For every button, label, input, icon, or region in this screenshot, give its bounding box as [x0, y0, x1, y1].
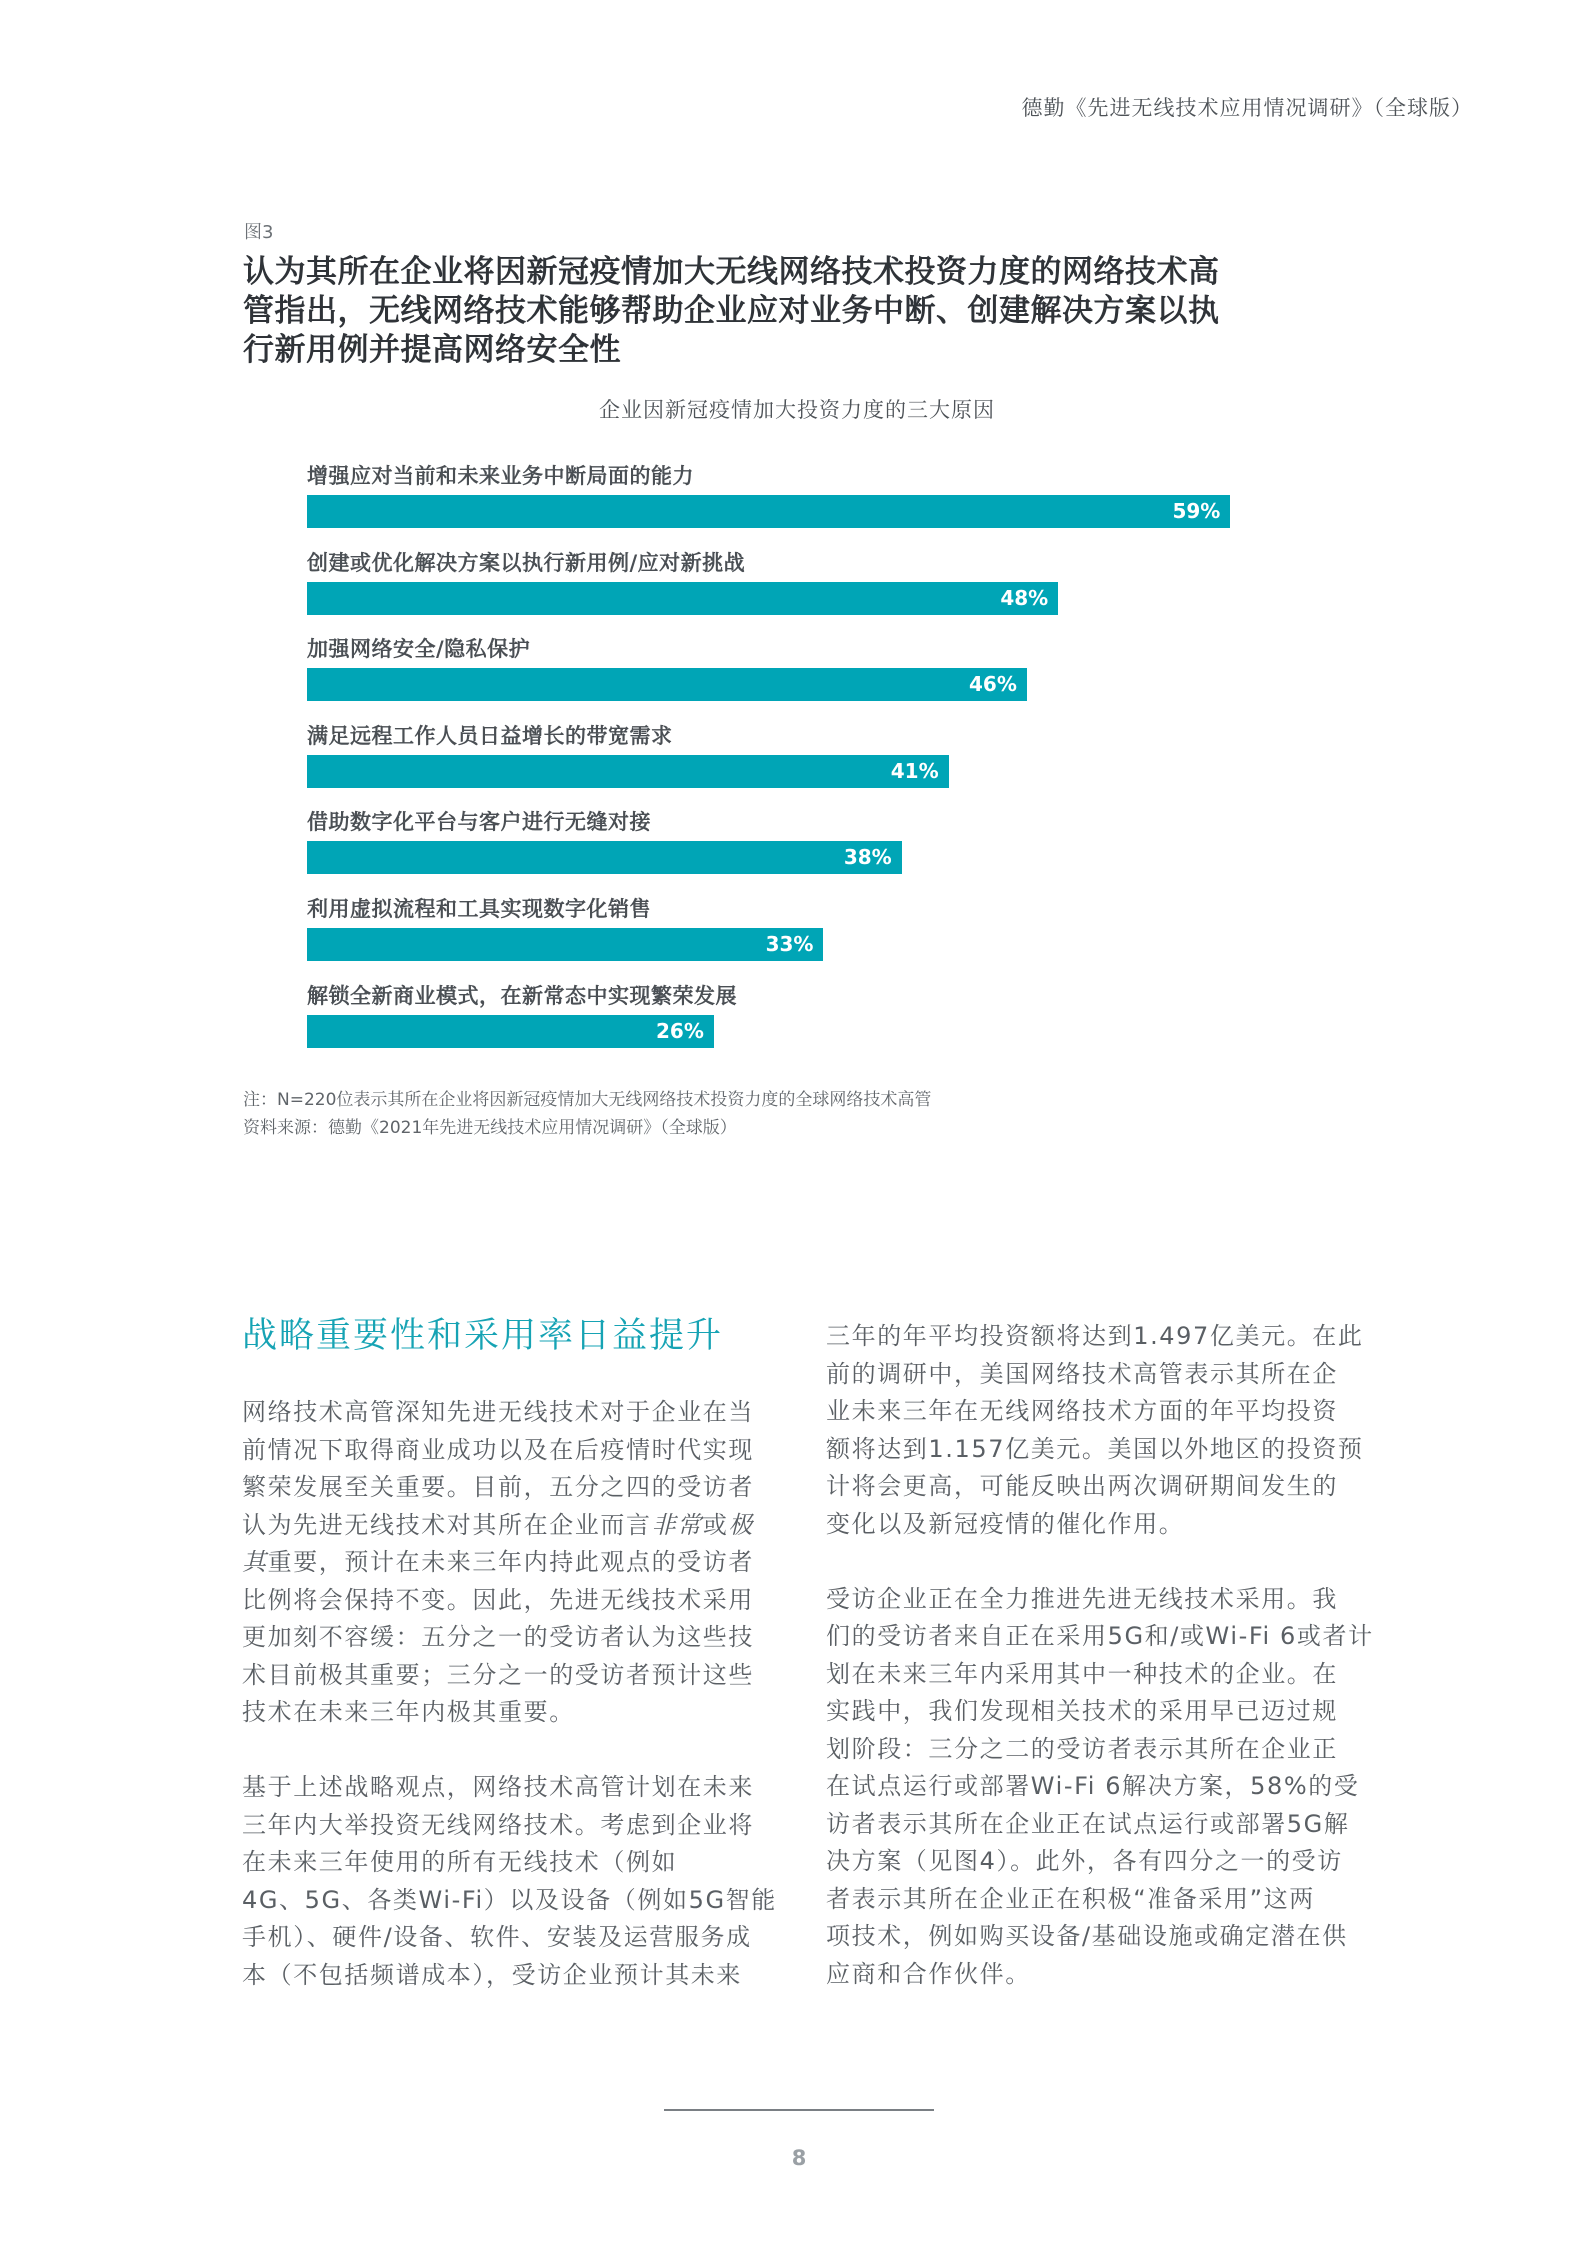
text-line: 业未来三年在无线网络技术方面的年平均投资 — [826, 1397, 1338, 1425]
category-label: 满足远程工作人员日益增长的带宽需求 — [307, 723, 673, 748]
text-line — [242, 1544, 782, 1582]
category-label: 加强网络安全/隐私保护 — [307, 637, 531, 662]
text-line: 实践中，我们发现相关技术的采用早已迈过规 — [826, 1697, 1338, 1725]
body-column-left — [242, 1394, 782, 1994]
bar — [307, 582, 1058, 615]
text-line: 应商和合作伙伴。 — [826, 1959, 1031, 1988]
value-label: 59% — [1172, 499, 1221, 523]
figure-title — [243, 253, 1303, 370]
bar — [307, 928, 823, 961]
text-line: 额将达到1.157亿美元。美国以外地区的投资预 — [826, 1434, 1364, 1463]
bar — [307, 668, 1027, 701]
value-label: 33% — [765, 932, 814, 956]
text-segment: 或 — [702, 1510, 729, 1539]
chart-row — [307, 545, 1307, 625]
text-line: 项技术，例如购买设备/基础设施或确定潜在供 — [826, 1922, 1348, 1950]
text-line: 比例将会保持不变。因此，先进无线技术采用 — [242, 1585, 754, 1614]
text-segment: 重要，预计在未来三年内持此观点的受访者 — [267, 1548, 755, 1576]
text-line: 繁荣发展至关重要。目前，五分之四的受访者 — [242, 1473, 754, 1501]
text-line: 前情况下取得商业成功以及在后疫情时代实现 — [242, 1435, 754, 1464]
bar — [307, 755, 949, 788]
chart-row — [307, 458, 1307, 538]
text-line: 三年的年平均投资额将达到1.497亿美元。在此 — [826, 1322, 1364, 1350]
emphasis-text: 非常 — [651, 1510, 703, 1539]
page-number: 8 — [791, 2146, 807, 2170]
figure-label: 图3 — [244, 222, 274, 243]
text-line: 计将会更高，可能反映出两次调研期间发生的 — [826, 1472, 1338, 1500]
category-label: 借助数字化平台与客户进行无缝对接 — [307, 810, 651, 835]
value-label: 46% — [969, 672, 1017, 697]
category-label: 解锁全新商业模式，在新常态中实现繁荣发展 — [307, 983, 737, 1008]
figure-title-line: 管指出，无线网络技术能够帮助企业应对业务中断、创建解决方案以执 — [243, 293, 1220, 329]
running-header: 德勤《先进无线技术应用情况调研》（全球版） — [1021, 96, 1473, 120]
paragraph — [242, 1769, 782, 1994]
text-line: 本（不包括频谱成本），受访企业预计其未来 — [242, 1960, 742, 1989]
chart-row — [307, 718, 1307, 798]
bar — [307, 841, 902, 874]
bar — [307, 1015, 714, 1048]
category-label: 增强应对当前和未来业务中断局面的能力 — [307, 464, 694, 488]
text-line: 在未来三年使用的所有无线技术（例如 — [242, 1848, 678, 1876]
chart-title: 企业因新冠疫情加大投资力度的三大原因 — [599, 398, 995, 422]
chart-row — [307, 978, 1307, 1058]
paragraph — [826, 1318, 1366, 1543]
text-line: 基于上述战略观点，网络技术高管计划在未来 — [242, 1773, 754, 1801]
text-line: 访者表示其所在企业正在试点运行或部署5G解 — [826, 1809, 1350, 1838]
text-line: 4G、5G、各类Wi-Fi）以及设备（例如5G智能 — [242, 1885, 777, 1914]
text-line: 术目前极其重要；三分之一的受访者预计这些 — [242, 1660, 754, 1689]
text-line: 技术在未来三年内极其重要。 — [242, 1698, 575, 1726]
text-line: 划阶段：三分之二的受访者表示其所在企业正 — [826, 1734, 1338, 1763]
paragraph — [826, 1581, 1374, 1994]
bar — [307, 495, 1230, 528]
chart-row — [307, 804, 1307, 884]
figure-notes — [243, 1086, 931, 1142]
footer-divider — [664, 2109, 934, 2111]
category-label: 利用虚拟流程和工具实现数字化销售 — [307, 897, 651, 921]
chart-row — [307, 631, 1307, 711]
body-column-right — [826, 1318, 1374, 1993]
text-segment: 认为先进无线技术对其所在企业而言 — [242, 1510, 652, 1539]
value-label: 41% — [890, 758, 939, 783]
chart-row — [307, 891, 1307, 971]
figure-title-line: 认为其所在企业将因新冠疫情加大无线网络技术投资力度的网络技术高 — [243, 254, 1220, 290]
figure-title-line: 行新用例并提高网络安全性 — [243, 332, 621, 368]
text-line: 网络技术高管深知先进无线技术对于企业在当 — [242, 1398, 754, 1426]
text-line: 手机）、硬件/设备、软件、安装及运营服务成 — [242, 1923, 752, 1951]
section-heading: 战略重要性和采用率日益提升 — [242, 1316, 724, 1356]
text-line — [242, 1507, 782, 1545]
text-line: 们的受访者来自正在采用5G和/或Wi-Fi 6或者计 — [826, 1622, 1374, 1650]
category-label: 创建或优化解决方案以执行新用例/应对新挑战 — [307, 550, 746, 575]
text-line: 划在未来三年内采用其中一种技术的企业。在 — [826, 1659, 1338, 1688]
emphasis-text: 其 — [242, 1548, 268, 1576]
text-line: 受访企业正在全力推进先进无线技术采用。我 — [826, 1584, 1338, 1613]
bar-chart — [307, 458, 1307, 1058]
text-line: 变化以及新冠疫情的催化作用。 — [826, 1509, 1185, 1538]
text-line: 前的调研中，美国网络技术高管表示其所在企 — [826, 1359, 1338, 1388]
text-line: 决方案（见图4）。此外，各有四分之一的受访 — [826, 1847, 1343, 1875]
value-label: 48% — [1000, 585, 1049, 610]
figure-note: 注：N=220位表示其所在企业将因新冠疫情加大无线网络技术投资力度的全球网络技术高管 — [243, 1090, 932, 1110]
text-line: 三年内大举投资无线网络技术。考虑到企业将 — [242, 1810, 754, 1839]
value-label: 38% — [843, 845, 892, 870]
text-line: 更加刻不容缓：五分之一的受访者认为这些技 — [242, 1623, 754, 1651]
emphasis-text: 极 — [728, 1510, 755, 1539]
text-line: 在试点运行或部署Wi-Fi 6解决方案，58%的受 — [826, 1772, 1360, 1800]
figure-source: 资料来源：德勤《2021年先进无线技术应用情况调研》（全球版） — [243, 1118, 737, 1138]
text-line: 者表示其所在企业正在积极“准备采用”这两 — [826, 1884, 1315, 1913]
value-label: 26% — [656, 1018, 704, 1043]
